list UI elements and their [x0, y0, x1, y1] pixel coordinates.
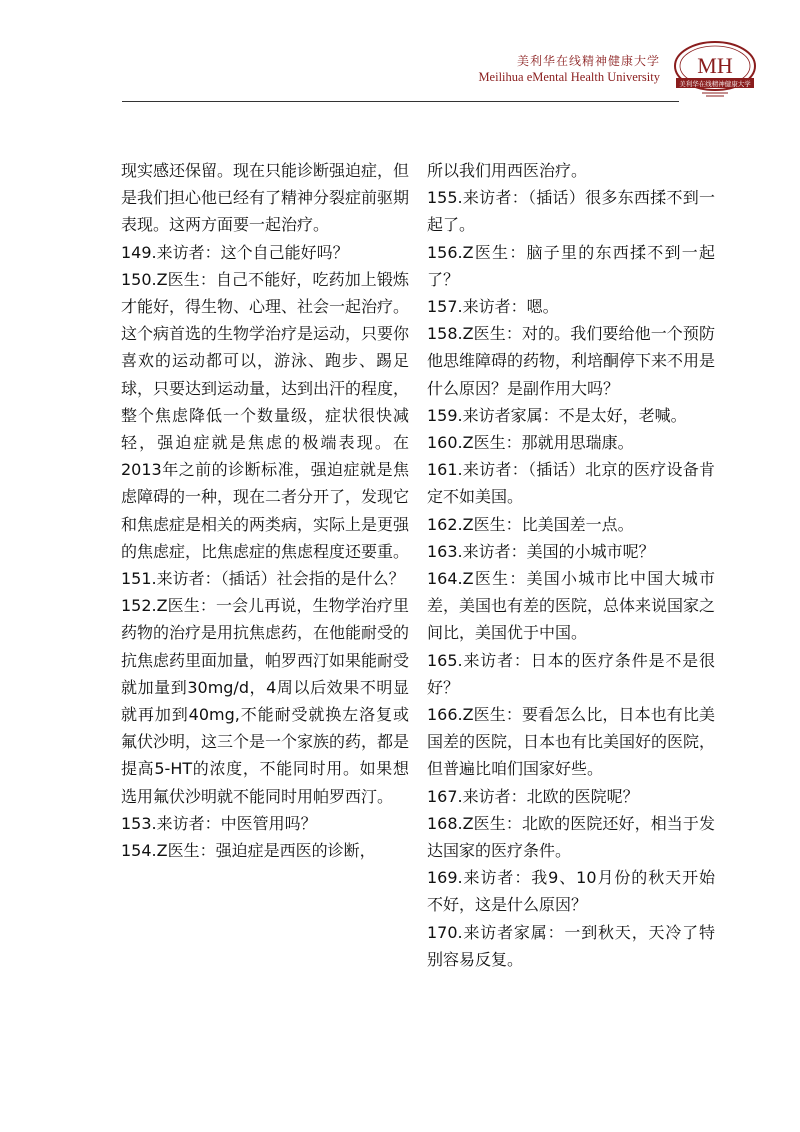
- university-name-cn: 美利华在线精神健康大学: [516, 54, 660, 68]
- paragraph: 164.Z医生：美国小城市比中国大城市差，美国也有差的医院，总体来说国家之间比，美国优于中国。: [427, 569, 716, 643]
- paragraph: 169.来访者：我9、10月份的秋天开始不好，这是什么原因？: [427, 868, 715, 915]
- paragraph: 155.来访者：（插话）很多东西揉不到一起了。: [427, 188, 715, 235]
- paragraph: 161.来访者：（插话）北京的医疗设备肯定不如美国。: [427, 460, 715, 507]
- paragraph: 152.Z医生：一会儿再说，生物学治疗里药物的治疗是用抗焦虑药，在他能耐受的抗焦虑药里面加量，帕罗西汀如果能耐受就加量到30mg/d，4周以后效果不明显就再加到40mg,不能耐受就换左洛复或氟伏沙明，这三个是一个家族的药，都是提高5-HT的浓度，不能同时用。如果想选用氟伏沙明就不能同时用帕罗西汀。: [121, 596, 410, 806]
- paragraph: 151.来访者：（插话）社会指的是什么？: [121, 569, 405, 589]
- paragraph: 162.Z医生：比美国差一点。: [427, 514, 634, 534]
- paragraph: 150.Z医生：自己不能好，吃药加上锻炼才能好，得生物、心理、社会一起治疗。这个病首选的生物学治疗是运动，只要你喜欢的运动都可以，游泳、跑步、踢足球，只要达到运动量，达到出汗的程度，整个焦虑降低一个数量级，症状很快减轻，强迫症就是焦虑的极端表现。在2013年之前的诊断标准，强迫症就是焦虑障碍的一种，现在二者分开了，发现它和焦虑症是相关的两类病，实际上是更强的焦虑症，比焦虑症的焦虑程度还要重。: [121, 269, 410, 561]
- header-rule: [122, 101, 679, 102]
- paragraph: 154.Z医生：强迫症是西医的诊断，: [121, 841, 376, 861]
- paragraph: 163.来访者：美国的小城市呢？: [427, 541, 655, 561]
- mh-logo-icon: [672, 40, 758, 100]
- paragraph: 168.Z医生：北欧的医院还好，相当于发达国家的医疗条件。: [427, 813, 715, 861]
- paragraph: 158.Z医生：对的。我们要给他一个预防他思维障碍的药物，利培酮停下来不用是什么原因？是副作用大吗？: [427, 324, 716, 398]
- paragraph: 153.来访者：中医管用吗？: [121, 813, 317, 833]
- paragraph: 现实感还保留。现在只能诊断强迫症，但是我们担心他已经有了精神分裂症前驱期表现。这两方面要一起治疗。: [121, 161, 410, 235]
- logo-ribbon-text: 美利华在线精神健康大学: [679, 80, 751, 88]
- paragraph: 165.来访者：日本的医疗条件是不是很好？: [427, 650, 715, 697]
- page-header: [0, 0, 800, 110]
- paragraph: 167.来访者：北欧的医院呢？: [427, 786, 639, 806]
- paragraph: 所以我们用西医治疗。: [427, 161, 588, 180]
- right-column: [427, 157, 715, 973]
- paragraph: 149.来访者：这个自己能好吗？: [121, 242, 349, 262]
- paragraph: 160.Z医生：那就用思瑞康。: [427, 433, 634, 453]
- paragraph: 159.来访者家属：不是太好，老喊。: [427, 405, 687, 425]
- paragraph: 157.来访者：嗯。: [427, 297, 559, 317]
- logo-monogram: MH: [697, 53, 733, 78]
- paragraph: 166.Z医生：要看怎么比，日本也有比美国差的医院，日本也有比美国好的医院，但普遍比咱们国家好些。: [427, 705, 716, 779]
- paragraph: 156.Z医生：脑子里的东西揉不到一起了？: [427, 242, 715, 289]
- paragraph: 170.来访者家属：一到秋天，天冷了特别容易反复。: [427, 922, 715, 969]
- university-name-en: Meilihua eMental Health University: [478, 70, 660, 84]
- left-column: [121, 157, 409, 864]
